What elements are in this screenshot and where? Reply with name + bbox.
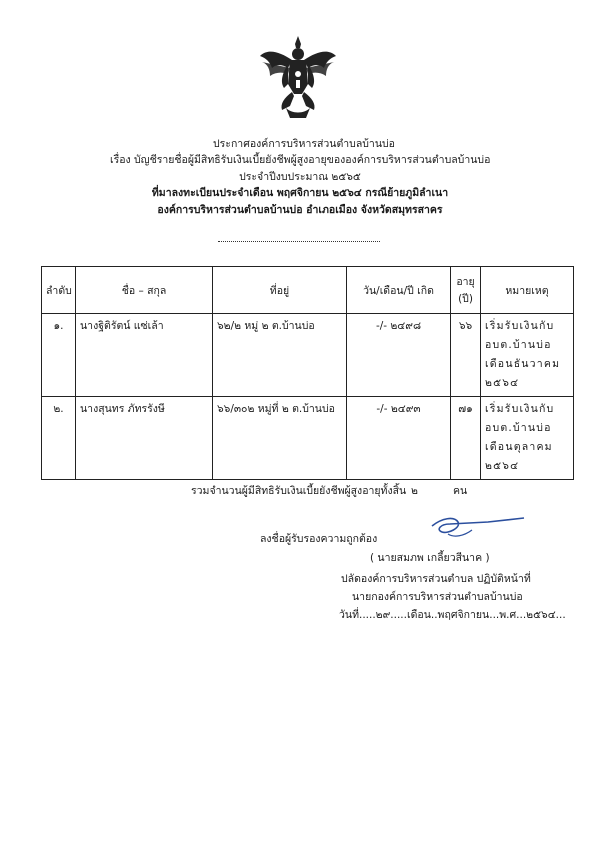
col-header-no: ลำดับ xyxy=(42,267,76,314)
col-header-dob: วัน/เดือน/ปี เกิด xyxy=(347,267,451,314)
divider-dotted xyxy=(218,241,380,242)
cell-age: ๗๑ xyxy=(451,397,481,480)
col-header-age: อายุ (ปี) xyxy=(451,267,481,314)
announcement-title: ประกาศองค์การบริหารส่วนตำบลบ้านบ่อ xyxy=(213,138,395,150)
total-unit: คน xyxy=(453,485,468,497)
cell-no: ๒. xyxy=(42,397,76,480)
table-row xyxy=(42,397,574,480)
signer-position-1: ปลัดองค์การบริหารส่วนตำบล ปฏิบัติหน้าที่ xyxy=(341,573,531,585)
total-summary xyxy=(191,482,468,499)
cell-name: นางฐิติรัตน์ แซ่เล้า xyxy=(76,314,213,397)
certify-label: ลงชื่อผู้รับรองความถูกต้อง xyxy=(260,533,378,545)
col-header-address: ที่อยู่ xyxy=(213,267,347,314)
table-row xyxy=(42,314,574,397)
col-header-name: ชื่อ – สกุล xyxy=(76,267,213,314)
signer-position-2: นายกองค์การบริหารส่วนตำบลบ้านบ่อ xyxy=(352,591,523,603)
cell-no: ๑. xyxy=(42,314,76,397)
fiscal-year: ประจำปีงบประมาณ ๒๕๖๕ xyxy=(239,171,361,183)
cell-dob: -/- ๒๔๙๘ xyxy=(347,314,451,397)
cell-note: เริ่มรับเงินกับ อบต.บ้านบ่อ เดือนธันวาคม ๒๕๖๔ xyxy=(481,314,574,397)
cell-name: นางสุนทร ภัทรรังษี xyxy=(76,397,213,480)
total-count: ๒ xyxy=(411,485,418,497)
cell-address: ๖๖/๓๐๒ หมู่ที่ ๒ ต.บ้านบ่อ xyxy=(213,397,347,480)
cell-note: เริ่มรับเงินกับ อบต.บ้านบ่อ เดือนตุลาคม ๒๕๖๔ xyxy=(481,397,574,480)
registration-month: ที่มาลงทะเบียนประจำเดือน พฤศจิกายน ๒๕๖๔ กรณีย้ายภูมิลำเนา xyxy=(151,187,449,199)
total-label: รวมจำนวนผู้มีสิทธิรับเงินเบี้ยยังชีพผู้สูงอายุทั้งสิ้น xyxy=(191,485,407,497)
col-header-note: หมายเหตุ xyxy=(481,267,574,314)
signer-name: ( นายสมภพ เกลี้ยวสีนาค ) xyxy=(370,552,490,564)
cell-age: ๖๖ xyxy=(451,314,481,397)
garuda-emblem-icon xyxy=(258,34,338,118)
beneficiary-table xyxy=(41,266,574,480)
cell-address: ๖๒/๒ หมู่ ๒ ต.บ้านบ่อ xyxy=(213,314,347,397)
table-header-row xyxy=(42,267,574,314)
announcement-subject: เรื่อง บัญชีรายชื่อผู้มีสิทธิรับเงินเบี้ยยังชีพผู้สูงอายุขององค์การบริหารส่วนตำบลบ้านบ่อ xyxy=(110,154,491,166)
signed-date: วันที่.....๒๙.....เดือน..พฤศจิกายน...พ.ศ...๒๕๖๔... xyxy=(339,609,566,621)
cell-dob: -/- ๒๔๙๓ xyxy=(347,397,451,480)
organization-name: องค์การบริหารส่วนตำบลบ้านบ่อ อำเภอเมือง จังหวัดสมุทรสาคร xyxy=(157,204,443,216)
handwritten-signature xyxy=(428,512,528,542)
